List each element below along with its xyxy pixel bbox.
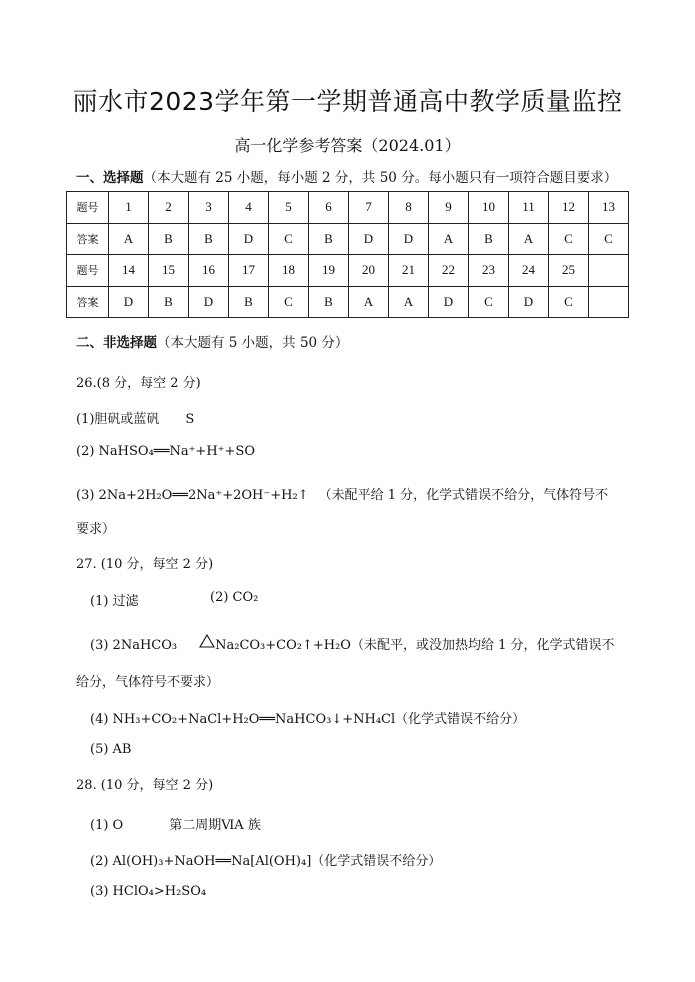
- q27-part4-note: （化学式错误不给分）: [395, 712, 526, 727]
- q28-part1-element: (1) O: [90, 818, 124, 833]
- question-number-cell: 8: [389, 192, 429, 224]
- question-number-cell: 3: [189, 192, 229, 224]
- question-number-cell: 18: [269, 255, 309, 287]
- answer-cell: C: [469, 286, 509, 318]
- answer-cell: C: [269, 223, 309, 255]
- q27-header: 27. (10 分，每空 2 分): [76, 557, 214, 572]
- q28-part1: [90, 814, 261, 833]
- question-number-cell: 10: [469, 192, 509, 224]
- question-number-cell: 6: [309, 192, 349, 224]
- question-number-cell: 15: [149, 255, 189, 287]
- question-number-label: 题号: [67, 255, 109, 287]
- q28-part2-note: （化学式错误不给分）: [311, 854, 442, 869]
- answer-cell: B: [149, 286, 189, 318]
- question-number-cell: 13: [589, 192, 629, 224]
- question-number-cell: 4: [229, 192, 269, 224]
- section1-note: （本大题有 25 小题，每小题 2 分，共 50 分。每小题只有一项符合题目要求）: [143, 170, 618, 186]
- heat-triangle-icon: [199, 634, 215, 648]
- q28-part2: [90, 850, 441, 869]
- answer-label: 答案: [67, 286, 109, 318]
- question-number-cell: 16: [189, 255, 229, 287]
- q27-part4-equation: (4) NH₃+CO₂+NaCl+H₂O══NaHCO₃↓+NH₄Cl: [90, 712, 396, 727]
- section2-note: （本大题有 5 小题，共 50 分）: [157, 335, 349, 351]
- answer-cell: D: [429, 286, 469, 318]
- question-number-cell: [589, 255, 629, 287]
- section1-title: 一、选择题: [76, 170, 144, 186]
- table-row: [67, 192, 629, 224]
- answer-cell: D: [229, 223, 269, 255]
- q26-part3: [76, 484, 608, 503]
- q27-part3: [90, 634, 615, 653]
- q26-header: 26.(8 分，每空 2 分): [76, 376, 201, 391]
- section2-heading: [76, 331, 348, 351]
- q26-part2: (2) NaHSO₄══Na⁺+H⁺+SO: [76, 444, 255, 459]
- answer-cell: A: [509, 223, 549, 255]
- answer-cell: A: [389, 286, 429, 318]
- answer-cell: B: [189, 223, 229, 255]
- q26-part3-equation: (3) 2Na+2H₂O══2Na⁺+2OH⁻+H₂↑: [76, 488, 309, 503]
- answer-cell: D: [349, 223, 389, 255]
- answer-cell: C: [549, 286, 589, 318]
- question-number-cell: 11: [509, 192, 549, 224]
- question-number-cell: 22: [429, 255, 469, 287]
- q27-part1: (1) 过滤: [90, 594, 139, 609]
- q27-part3-reactant: (3) 2NaHCO₃: [90, 638, 178, 653]
- answer-cell: A: [429, 223, 469, 255]
- q26-part1-answer-b: S: [185, 412, 195, 427]
- table-row: [67, 223, 629, 255]
- answer-cell: D: [109, 286, 149, 318]
- answer-cell: [589, 286, 629, 318]
- q28-header: 28. (10 分，每空 2 分): [76, 778, 214, 793]
- q27-part3-product: Na₂CO₃+CO₂↑+H₂O: [215, 638, 351, 653]
- section2-title: 二、非选择题: [76, 335, 157, 351]
- answer-cell: C: [549, 223, 589, 255]
- answer-cell: B: [149, 223, 189, 255]
- page-subtitle: 高一化学参考答案（2024.01）: [234, 136, 461, 155]
- q28-part1-position: 第二周期ⅥA 族: [169, 818, 261, 833]
- question-number-cell: 24: [509, 255, 549, 287]
- q26-part1-answer: (1)胆矾或蓝矾: [76, 412, 160, 427]
- answer-cell: B: [309, 286, 349, 318]
- question-number-cell: 23: [469, 255, 509, 287]
- question-number-cell: 19: [309, 255, 349, 287]
- q27-part3-note: （未配平，或没加热均给 1 分，化学式错误不: [350, 638, 615, 653]
- question-number-cell: 2: [149, 192, 189, 224]
- answer-label: 答案: [67, 223, 109, 255]
- answer-cell: A: [349, 286, 389, 318]
- q26-part3-note-cont: 要求）: [76, 522, 116, 537]
- answer-cell: D: [509, 286, 549, 318]
- answer-table: [66, 191, 629, 318]
- question-number-label: 题号: [67, 192, 109, 224]
- table-row: [67, 255, 629, 287]
- question-number-cell: 7: [349, 192, 389, 224]
- question-number-cell: 1: [109, 192, 149, 224]
- q28-part3: (3) HClO₄>H₂SO₄: [90, 884, 207, 899]
- question-number-cell: 14: [109, 255, 149, 287]
- question-number-cell: 25: [549, 255, 589, 287]
- answer-cell: B: [229, 286, 269, 318]
- q27-part3-note-cont: 给分，气体符号不要求）: [76, 675, 220, 690]
- q27-part4: [90, 708, 525, 727]
- answer-cell: B: [309, 223, 349, 255]
- answer-cell: B: [469, 223, 509, 255]
- question-number-cell: 20: [349, 255, 389, 287]
- section1-heading: [76, 166, 617, 186]
- q26-part3-note: （未配平给 1 分，化学式错误不给分，气体符号不: [318, 488, 609, 503]
- question-number-cell: 17: [229, 255, 269, 287]
- answer-cell: D: [189, 286, 229, 318]
- table-row: [67, 286, 629, 318]
- question-number-cell: 5: [269, 192, 309, 224]
- answer-cell: C: [269, 286, 309, 318]
- q28-part2-equation: (2) Al(OH)₃+NaOH══Na[Al(OH)₄]: [90, 854, 312, 869]
- q27-part5: (5) AB: [90, 742, 132, 757]
- answer-cell: D: [389, 223, 429, 255]
- answer-cell: A: [109, 223, 149, 255]
- page-title: 丽水市2023学年第一学期普通高中教学质量监控: [72, 87, 623, 116]
- question-number-cell: 9: [429, 192, 469, 224]
- q27-part2: (2) CO₂: [210, 590, 259, 605]
- answer-cell: C: [589, 223, 629, 255]
- question-number-cell: 12: [549, 192, 589, 224]
- q26-part1: [76, 408, 194, 427]
- question-number-cell: 21: [389, 255, 429, 287]
